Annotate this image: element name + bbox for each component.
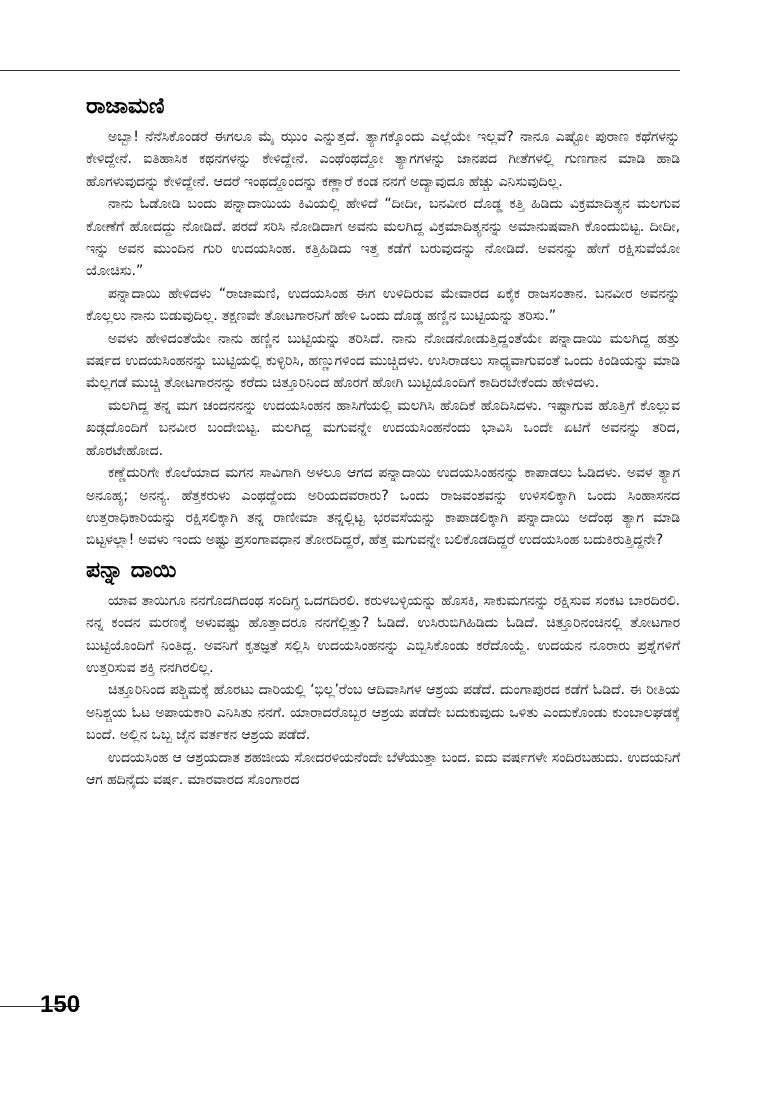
paragraph: ಮಲಗಿದ್ದ ತನ್ನ ಮಗ ಚಂದನನನ್ನು ಉದಯಸಿಂಹನ ಹಾಸಿಗೆಯಲ್ಲಿ ಮಲಗಿಸಿ ಹೊದಿಕೆ ಹೊದಿಸಿದಳು. ಇಷ್ಟಾಗುವ ಹೊತ್ತಿಗೆ ಕೊಲ್ಲುವ ಖಡ್ಗದೊಂದಿಗೆ ಬನವೀರ ಬಂದೇಬಿಟ್ಟ. ಮಲಗಿದ್ದ ಮಗುವನ್ನೇ ಉದಯಸಿಂಹನೆಂದು ಭಾವಿಸಿ ಒಂದೇ ಏಟಿಗೆ ಅವನನ್ನು ತರಿದ, ಹೊರಟೇಹೋದ. [86, 397, 680, 459]
paragraph: ಯಾವ ತಾಯಿಗೂ ನನಗೊದಗಿದಂಥ ಸಂದಿಗ್ಧ ಒದಗದಿರಲಿ. ಕರುಳಬಳ್ಳಿಯನ್ನು ಹೊಸಕಿ, ಸಾಕುಮಗನನ್ನು ರಕ್ಷಿಸುವ ಸಂಕಟ ಬಾರದಿರಲಿ. ನನ್ನ ಕಂದನ ಮರಣಕ್ಕೆ ಅಳುವಷ್ಟು ಹೊತ್ತಾದರೂ ನನಗೆಲ್ಲಿತ್ತು? ಓಡಿದೆ. ಉಸಿರುಬಿಗಿಹಿಡಿದು ಓಡಿದೆ. ಚಿತ್ತೂರಿನಂಚಿನಲ್ಲಿ ತೋಟಗಾರ ಬುಟ್ಟಿಯೊಂದಿಗೆ ನಿಂತಿದ್ದ. ಅವನಿಗೆ ಕೃತಜ್ಞತೆ ಸಲ್ಲಿಸಿ ಉದಯಸಿಂಹನನ್ನು ಎಬ್ಬಿಸಿಕೊಂಡು ಕರೆದೊಯ್ದೆ. ಉದಯನ ನೂರಾರು ಪ್ರಶ್ನೆಗಳಿಗೆ ಉತ್ತರಿಸುವ ಶಕ್ತಿ ನನಗಿರಲಿಲ್ಲ. [86, 592, 680, 676]
section-title-panna-dayi: ಪನ್ನಾ ದಾಯಿ [86, 557, 177, 583]
paragraph: ಉದಯಸಿಂಹ ಆ ಆಶ್ರಯದಾತ ಶಹಜೀಯ ಸೋದರಳಿಯನೆಂದೇ ಬೆಳೆಯುತ್ತಾ ಬಂದ. ಐದು ವರ್ಷಗಳೇ ಸಂದಿರಬಹುದು. ಉದಯನಿಗೆ ಆಗ ಹದಿನೈದು ವರ್ಷ. ಮಾರವಾರದ ಸೊಂಗಾರದ [86, 749, 680, 788]
page-number: 150 [40, 991, 81, 1018]
paragraph: ಪನ್ನಾದಾಯಿ ಹೇಳಿದಳು “ರಾಜಾಮಣಿ, ಉದಯಸಿಂಹ ಈಗ ಉಳಿದಿರುವ ಮೇವಾರದ ಏಕೈಕ ರಾಜಸಂತಾನ. ಬನವೀರ ಅವನನ್ನು ಕೊಲ್ಲಲು ನಾನು ಬಿಡುವುದಿಲ್ಲ. ತಕ್ಷಣವೇ ತೋಟಗಾರನಿಗೆ ಹೇಳಿ ಒಂದು ದೊಡ್ಡ ಹಣ್ಣಿನ ಬುಟ್ಟಿಯನ್ನು ತರಿಸು.” [86, 285, 680, 325]
paragraph: ಕಣ್ಣೆದುರಿಗೇ ಕೊಲೆಯಾದ ಮಗನ ಸಾವಿಗಾಗಿ ಅಳಲೂ ಆಗದ ಪನ್ನಾದಾಯಿ ಉದಯಸಿಂಹನನ್ನು ಕಾಪಾಡಲು ಓಡಿದಳು. ಅವಳ ತ್ಯಾಗ ಅನೂಹ್ಯ; ಅನನ್ಯ. ಹೆತ್ತಕರುಳು ಎಂಥದ್ದೆಂದು ಅರಿಯದವರಾರು? ಒಂದು ರಾಜವಂಶವನ್ನು ಉಳಿಸಲಿಕ್ಕಾಗಿ ಒಂದು ಸಿಂಹಾಸನದ ಉತ್ತರಾಧಿಕಾರಿಯನ್ನು ರಕ್ಷಿಸಲಿಕ್ಕಾಗಿ ತನ್ನ ರಾಣೀಮಾ ತನ್ನಲ್ಲಿಟ್ಟ ಭರವಸೆಯನ್ನು ಕಾಪಾಡಲಿಕ್ಕಾಗಿ ಪನ್ನಾದಾಯಿ ಅದೆಂಥ ತ್ಯಾಗ ಮಾಡಿ ಬಿಟ್ಟಳಲ್ಲಾ! ಅವಳು ಇಂದು ಅಷ್ಟು ಪ್ರಸಂಗಾವಧಾನ ತೋರದಿದ್ದರೆ, ಹೆತ್ತ ಮಗುವನ್ನೇ ಬಲಿಕೊಡದಿದ್ದರೆ ಉದಯಸಿಂಹ ಬದುಕಿರುತ್ತಿದ್ದನೇ? [86, 465, 680, 549]
paragraph: ಅವಳು ಹೇಳಿದಂತೆಯೇ ನಾನು ಹಣ್ಣಿನ ಬುಟ್ಟಿಯನ್ನು ತರಿಸಿದೆ. ನಾನು ನೋಡನೋಡುತ್ತಿದ್ದಂತೆಯೇ ಪನ್ನಾದಾಯಿ ಮಲಗಿದ್ದ ಹತ್ತು ವರ್ಷದ ಉದಯಸಿಂಹನನ್ನು ಬುಟ್ಟಿಯಲ್ಲಿ ಕುಳ್ಳಿರಿಸಿ, ಹಣ್ಣುಗಳಿಂದ ಮುಚ್ಚಿದಳು. ಉಸಿರಾಡಲು ಸಾಧ್ಯವಾಗುವಂತೆ ಒಂದು ಕಿಂಡಿಯನ್ನು ಮಾಡಿ ಮೆಲ್ಲಗಡೆ ಮುಚ್ಚಿ ತೋಟಗಾರನನ್ನು ಕರೆದು ಚಿತ್ತೂರಿನಿಂದ ಹೊರಗೆ ಹೋಗಿ ಬುಟ್ಟಿಯೊಂದಿಗೆ ಕಾದಿರಬೇಕೆಂದು ಹೇಳಿದಳು. [86, 330, 680, 392]
paragraph: ಚಿತ್ತೂರಿನಿಂದ ಪಶ್ಚಿಮಕ್ಕೆ ಹೊರಟು ದಾರಿಯಲ್ಲಿ ‘ಭಿಲ್ಲ’ರೆಂಬ ಆದಿವಾಸಿಗಳ ಆಶ್ರಯ ಪಡೆದೆ. ದುಂಗಾಪುರದ ಕಡೆಗೆ ಓಡಿದೆ. ಈ ರೀತಿಯ ಅನಿಶ್ಚಯ ಓಟ ಅಪಾಯಕಾರಿ ಎನಿಸಿತು ನನಗೆ. ಯಾರಾದರೊಬ್ಬರ ಆಶ್ರಯ ಪಡೆದೇ ಬದುಕುವುದು ಒಳಿತು ಎಂದುಕೊಂಡು ಕುಂಬಾಲಘಡಕ್ಕೆ ಬಂದೆ. ಅಲ್ಲಿನ ಒಬ್ಬ ಜೈನ ವರ್ತಕನ ಆಶ್ರಯ ಪಡೆದೆ. [86, 682, 680, 744]
paragraph: ಅಬ್ಬಾ! ನೆನೆಸಿಕೊಂಡರೆ ಈಗಲೂ ಮೈ ಝುಂ ಎನ್ನುತ್ತದೆ. ತ್ಯಾಗಕ್ಕೊಂದು ಎಲ್ಲೆಯೇ ಇಲ್ಲವೆ? ನಾನೂ ಎಷ್ಟೋ ಪುರಾಣ ಕಥೆಗಳನ್ನು ಕೇಳಿದ್ದೇನೆ. ಐತಿಹಾಸಿಕ ಕಥನಗಳನ್ನು ಕೇಳಿದ್ದೇನೆ. ಎಂಥೆಂಥದ್ದೋ ತ್ಯಾಗಗಳನ್ನು ಜಾನಪದ ಗೀತೆಗಳಲ್ಲಿ ಗುಣಗಾನ ಮಾಡಿ ಹಾಡಿ ಹೊಗಳುವುದನ್ನು ಕೇಳಿದ್ದೇನೆ. ಆದರೆ ಇಂಥದ್ದೊಂದನ್ನು ಕಣ್ಣಾರೆ ಕಂಡ ನನಗೆ ಅದ್ಯಾವುದೂ ಹೆಚ್ಚು ಎನಿಸುವುದಿಲ್ಲ. [86, 129, 680, 190]
paragraph: ನಾನು ಓಡೋಡಿ ಬಂದು ಪನ್ನಾದಾಯಿಯ ಕಿವಿಯಲ್ಲಿ ಹೇಳಿದೆ “ದೀದೀ, ಬನವೀರ ದೊಡ್ಡ ಕತ್ತಿ ಹಿಡಿದು ವಿಕ್ರಮಾದಿತ್ಯನ ಮಲಗುವ ಕೋಣೆಗೆ ಹೋದದ್ದು ನೋಡಿದೆ. ಪರದೆ ಸರಿಸಿ ನೋಡಿದಾಗ ಅವನು ಮಲಗಿದ್ದ ವಿಕ್ರಮಾದಿತ್ಯನನ್ನು ಅಮಾನುಷವಾಗಿ ಕೊಂದುಬಿಟ್ಟ. ದೀದೀ, ಇನ್ನು ಅವನ ಮುಂದಿನ ಗುರಿ ಉದಯಸಿಂಹ. ಕತ್ತಿಹಿಡಿದು ಇತ್ತ ಕಡೆಗೆ ಬರುವುದನ್ನು ನೋಡಿದೆ. ಅವನನ್ನು ಹೇಗೆ ರಕ್ಷಿಸುವೆಯೋ ಯೋಚಿಸು.” [86, 196, 680, 280]
page-content [86, 92, 680, 791]
section-title-rajamani: ರಾಜಾಮಣಿ [86, 94, 165, 119]
header-rule [0, 70, 680, 71]
